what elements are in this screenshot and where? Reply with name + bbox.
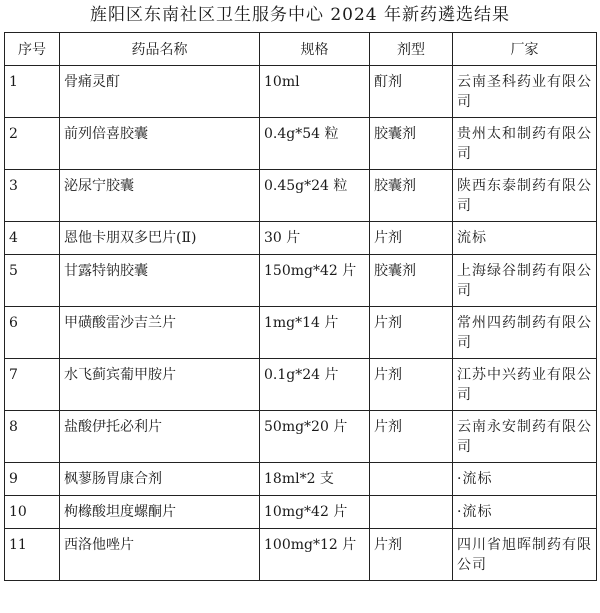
table-row bbox=[5, 170, 597, 222]
cell-manufacturer: 常州四药制药有限公司 bbox=[453, 307, 597, 359]
table-row bbox=[5, 222, 597, 255]
header-no: 序号 bbox=[5, 33, 60, 66]
table-row bbox=[5, 66, 597, 118]
cell-spec: 1mg*14 片 bbox=[260, 307, 370, 359]
table-row bbox=[5, 359, 597, 411]
cell-manufacturer: 云南圣科药业有限公司 bbox=[453, 66, 597, 118]
cell-manufacturer: ·流标 bbox=[453, 496, 597, 529]
cell-no: 1 bbox=[5, 66, 60, 118]
cell-dosage-form: 片剂 bbox=[370, 359, 453, 411]
cell-manufacturer: 流标 bbox=[453, 222, 597, 255]
table-row bbox=[5, 529, 597, 581]
header-spec: 规格 bbox=[260, 33, 370, 66]
cell-no: 9 bbox=[5, 463, 60, 496]
table-header-row bbox=[5, 33, 597, 66]
cell-spec: 100mg*12 片 bbox=[260, 529, 370, 581]
cell-drug-name: 水飞蓟宾葡甲胺片 bbox=[60, 359, 260, 411]
cell-dosage-form: 胶囊剂 bbox=[370, 170, 453, 222]
cell-manufacturer: 上海绿谷制药有限公司 bbox=[453, 255, 597, 307]
cell-drug-name: 骨痛灵酊 bbox=[60, 66, 260, 118]
cell-drug-name: 泌尿宁胶囊 bbox=[60, 170, 260, 222]
cell-manufacturer: ·流标 bbox=[453, 463, 597, 496]
cell-spec: 10ml bbox=[260, 66, 370, 118]
table-row bbox=[5, 463, 597, 496]
table-row bbox=[5, 255, 597, 307]
cell-dosage-form: 片剂 bbox=[370, 307, 453, 359]
cell-drug-name: 枫蓼肠胃康合剂 bbox=[60, 463, 260, 496]
header-manufacturer: 厂家 bbox=[453, 33, 597, 66]
header-dosage-form: 剂型 bbox=[370, 33, 453, 66]
cell-spec: 0.45g*24 粒 bbox=[260, 170, 370, 222]
cell-drug-name: 甲磺酸雷沙吉兰片 bbox=[60, 307, 260, 359]
cell-dosage-form: 片剂 bbox=[370, 529, 453, 581]
cell-spec: 18ml*2 支 bbox=[260, 463, 370, 496]
cell-drug-name: 前列倍喜胶囊 bbox=[60, 118, 260, 170]
table-row bbox=[5, 118, 597, 170]
cell-manufacturer: 江苏中兴药业有限公司 bbox=[453, 359, 597, 411]
cell-spec: 0.1g*24 片 bbox=[260, 359, 370, 411]
cell-drug-name: 甘露特钠胶囊 bbox=[60, 255, 260, 307]
header-drug-name: 药品名称 bbox=[60, 33, 260, 66]
table-row bbox=[5, 411, 597, 463]
cell-dosage-form: 片剂 bbox=[370, 222, 453, 255]
cell-manufacturer: 陕西东泰制药有限公司 bbox=[453, 170, 597, 222]
cell-dosage-form bbox=[370, 496, 453, 529]
cell-dosage-form: 酊剂 bbox=[370, 66, 453, 118]
cell-dosage-form: 胶囊剂 bbox=[370, 255, 453, 307]
cell-dosage-form bbox=[370, 463, 453, 496]
document-title: 旌阳区东南社区卫生服务中心 2024 年新药遴选结果 bbox=[89, 5, 511, 25]
cell-no: 3 bbox=[5, 170, 60, 222]
cell-no: 2 bbox=[5, 118, 60, 170]
cell-drug-name: 盐酸伊托必利片 bbox=[60, 411, 260, 463]
selection-results-table bbox=[4, 32, 597, 581]
cell-no: 5 bbox=[5, 255, 60, 307]
cell-spec: 150mg*42 片 bbox=[260, 255, 370, 307]
cell-manufacturer: 四川省旭晖制药有限公司 bbox=[453, 529, 597, 581]
cell-drug-name: 恩他卡朋双多巴片(Ⅱ) bbox=[60, 222, 260, 255]
cell-no: 11 bbox=[5, 529, 60, 581]
cell-no: 8 bbox=[5, 411, 60, 463]
table-row bbox=[5, 496, 597, 529]
cell-drug-name: 西洛他唑片 bbox=[60, 529, 260, 581]
cell-spec: 0.4g*54 粒 bbox=[260, 118, 370, 170]
cell-dosage-form: 胶囊剂 bbox=[370, 118, 453, 170]
cell-spec: 30 片 bbox=[260, 222, 370, 255]
table-row bbox=[5, 307, 597, 359]
cell-no: 10 bbox=[5, 496, 60, 529]
cell-manufacturer: 贵州太和制药有限公司 bbox=[453, 118, 597, 170]
cell-no: 6 bbox=[5, 307, 60, 359]
cell-no: 7 bbox=[5, 359, 60, 411]
cell-no: 4 bbox=[5, 222, 60, 255]
cell-spec: 50mg*20 片 bbox=[260, 411, 370, 463]
cell-spec: 10mg*42 片 bbox=[260, 496, 370, 529]
cell-dosage-form: 片剂 bbox=[370, 411, 453, 463]
cell-drug-name: 枸橼酸坦度螺酮片 bbox=[60, 496, 260, 529]
cell-manufacturer: 云南永安制药有限公司 bbox=[453, 411, 597, 463]
